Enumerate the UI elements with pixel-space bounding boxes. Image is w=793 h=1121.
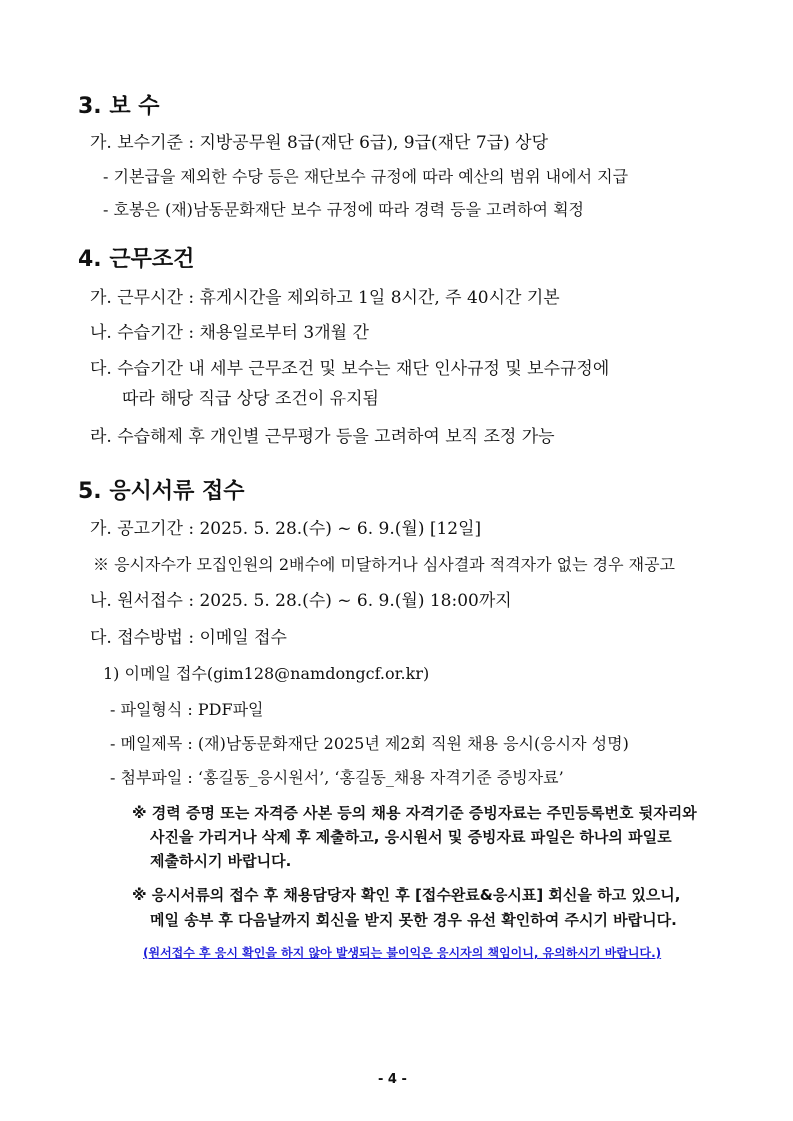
- responsibility-note: (원서접수 후 응시 확인을 하지 않아 발생되는 불이익은 응시자의 책임이니, 유의하시기 바랍니다.): [143, 946, 662, 960]
- mail-title: - 메일제목 : (재)남동문화재단 2025년 제2회 직원 채용 응시(응시자 성명): [110, 734, 629, 753]
- warning-2-line-2: 메일 송부 후 다음날까지 회신을 받지 못한 경우 유선 확인하여 주시기 바랍니다.: [150, 911, 677, 929]
- section-4-heading: 4. 근무조건: [78, 247, 195, 272]
- warning-1-line-1: ※ 경력 증명 또는 자격증 사본 등의 채용 자격기준 증빙자료는 주민등록번호 뒷자리와: [132, 804, 697, 822]
- probation-conditions-line-2: 따라 해당 직급 상당 조건이 유지됨: [122, 389, 379, 409]
- section-3-heading: 3. 보 수: [78, 94, 160, 119]
- attachments: - 첨부파일 : ‘홍길동_응시원서’, ‘홍길동_채용 자격기준 증빙자료’: [110, 768, 564, 787]
- probation-release: 라. 수습해제 후 개인별 근무평가 등을 고려하여 보직 조정 가능: [90, 427, 555, 447]
- section-5-heading: 5. 응시서류 접수: [78, 479, 245, 504]
- salary-standard: 가. 보수기준 : 지방공무원 8급(재단 6급), 9급(재단 7급) 상당: [90, 133, 548, 153]
- probation-period: 나. 수습기간 : 채용일로부터 3개월 간: [90, 323, 369, 343]
- email-submission: 1) 이메일 접수(gim128@namdongcf.or.kr): [103, 664, 430, 683]
- file-format: - 파일형식 : PDF파일: [110, 700, 264, 719]
- work-hours: 가. 근무시간 : 휴게시간을 제외하고 1일 8시간, 주 40시간 기본: [90, 288, 560, 308]
- page-number: - 4 -: [378, 1072, 407, 1087]
- re-announcement-note: ※ 응시자수가 모집인원의 2배수에 미달하거나 심사결과 적격자가 없는 경우 재공고: [93, 555, 676, 574]
- warning-2-line-1: ※ 응시서류의 접수 후 채용담당자 확인 후 [접수완료&응시표] 회신을 하고 있으니,: [132, 886, 681, 904]
- warning-1-line-3: 제출하시기 바랍니다.: [150, 852, 292, 870]
- warning-1-line-2: 사진을 가리거나 삭제 후 제출하고, 응시원서 및 증빙자료 파일은 하나의 파일로: [150, 828, 672, 846]
- probation-conditions-line-1: 다. 수습기간 내 세부 근무조건 및 보수는 재단 인사규정 및 보수규정에: [90, 359, 610, 379]
- salary-bullet-2: - 호봉은 (재)남동문화재단 보수 규정에 따라 경력 등을 고려하여 획정: [103, 200, 584, 219]
- application-period: 나. 원서접수 : 2025. 5. 28.(수) ~ 6. 9.(월) 18:00까지: [90, 591, 512, 611]
- notice-period: 가. 공고기간 : 2025. 5. 28.(수) ~ 6. 9.(월) [12일]: [90, 519, 482, 539]
- salary-bullet-1: - 기본급을 제외한 수당 등은 재단보수 규정에 따라 예산의 범위 내에서 지급: [103, 167, 629, 186]
- application-method: 다. 접수방법 : 이메일 접수: [90, 628, 287, 648]
